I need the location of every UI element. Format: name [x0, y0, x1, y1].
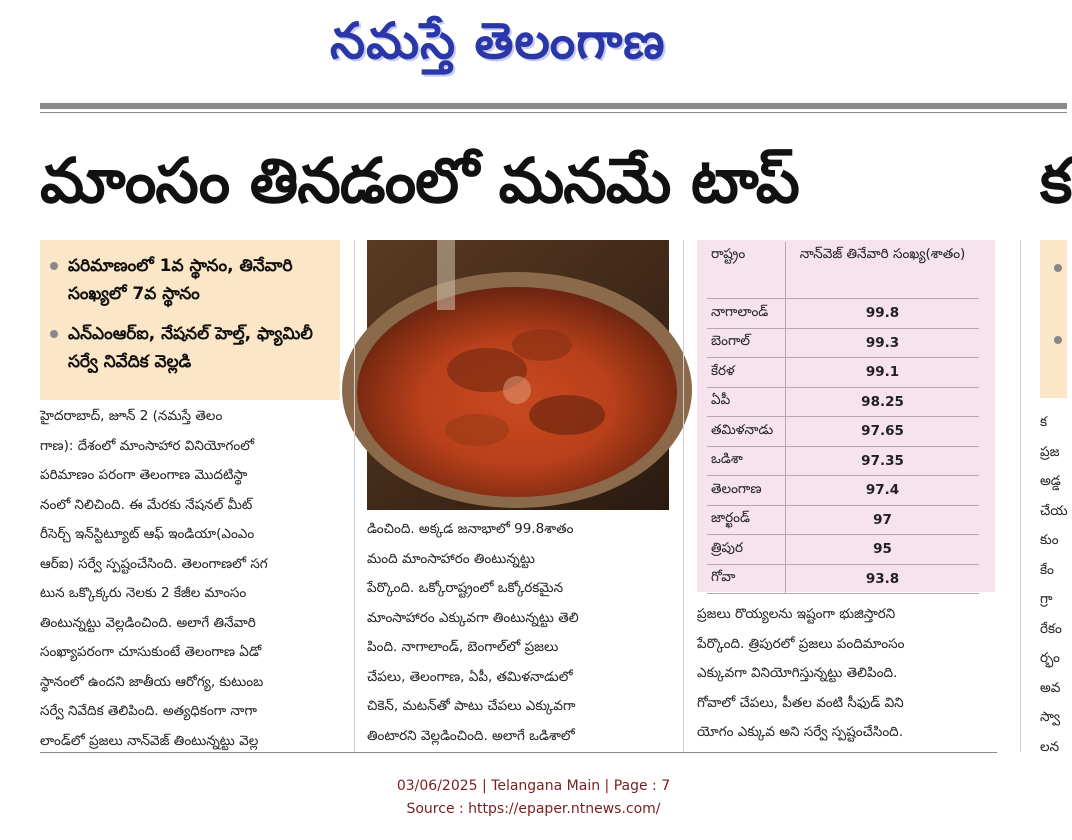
percent-cell: 99.8 [786, 299, 979, 329]
highlight-item: ఎన్‌ఎంఆర్‌ఐ, నేషనల్ హెల్త్, ఫ్యామిలీ సర్వే నివేదిక వెల్లడి [68, 324, 313, 372]
column-divider [1020, 240, 1021, 752]
article-fragment: ప్రజ [1040, 443, 1060, 460]
table-header-state: రాష్ట్రం [707, 242, 786, 299]
article-fragment: రేకం [1040, 620, 1062, 637]
statistics-table [707, 242, 979, 594]
article-line: ప్రజలు రొయ్యలను ఇష్టంగా భుజిస్తారని [697, 606, 896, 622]
highlight-item: పరిమాణంలో 1వ స్థానం, తినేవారి సంఖ్యలో 7వ స్థానం [68, 256, 293, 304]
table-header-row [707, 242, 979, 299]
bullet-icon [1054, 336, 1062, 344]
table-row [707, 505, 979, 535]
article-fragment: క [1040, 414, 1048, 430]
highlights-box [40, 240, 340, 400]
article-fragment: లన [1040, 738, 1060, 755]
article-line: గాణ): దేశంలో మాంసాహార వినియోగంలో [40, 437, 255, 454]
article-fragment: ర్భం [1040, 650, 1060, 666]
table-row [707, 446, 979, 476]
state-cell: నాగాలాండ్ [707, 299, 786, 329]
table-header-percent: నాన్‌వెజ్ తినేవారి సంఖ్య(శాతం) [786, 242, 979, 299]
table-row [707, 387, 979, 417]
bottom-rule [40, 752, 997, 753]
article-fragment: కుం [1040, 532, 1059, 548]
article-fragment: స్వా [1040, 709, 1061, 725]
article-column-3 [697, 600, 995, 752]
article-line: యోగం ఎక్కువ అని సర్వే స్పష్టంచేసింది. [697, 724, 903, 740]
article-line: సంఖ్యాపరంగా చూసుకుంటే తెలంగాణ ఏడో [40, 644, 262, 660]
percent-cell: 97 [786, 505, 979, 535]
article-line: తింటున్నట్టు వెల్లడించింది. అలాగే తినేవారి [40, 614, 256, 631]
bullet-icon [1054, 264, 1062, 272]
column-divider [354, 240, 355, 752]
table-row [707, 564, 979, 594]
food-photo [367, 240, 669, 510]
article-line: తింటారని వెల్లడించింది. అలాగే ఒడిశాలో [367, 727, 575, 744]
percent-cell: 97.35 [786, 446, 979, 476]
article-line: మంది మాంసాహారం తింటున్నట్టు [367, 550, 535, 567]
percent-cell: 95 [786, 535, 979, 565]
article-line: లాండ్‌లో ప్రజలు నాన్‌వెజ్ తింటున్నట్టు వెల్ల [40, 732, 259, 749]
column-divider [683, 240, 684, 752]
article-column-2 [367, 515, 669, 753]
article-fragment: అడ్డ [1040, 473, 1061, 489]
percent-cell: 99.3 [786, 328, 979, 358]
state-cell: కేరళ [707, 358, 786, 388]
state-cell: గోవా [707, 564, 786, 594]
article-line: హైదరాబాద్, జూన్ 2 (నమస్తే తెలం [40, 408, 223, 424]
article-line: ఆర్‌ఐ) సర్వే స్పష్టంచేసింది. తెలంగాణలో సగ [40, 555, 268, 572]
article-column-1 [40, 402, 340, 754]
percent-cell: 97.4 [786, 476, 979, 506]
article-line: రీసెర్చ్ ఇన్‌స్టిట్యూట్ ఆఫ్ ఇండియా(ఎంఎం [40, 526, 255, 542]
bullet-icon [50, 262, 58, 270]
article-line: ఎక్కువగా వినియోగిస్తున్నట్టు తెలిపింది. [697, 665, 898, 681]
article-line: పేర్కొంది. త్రిపురలో ప్రజలు పందిమాంసం [697, 635, 905, 652]
article-line: చేపలు, తెలంగాణ, ఏపీ, తమిళనాడులో [367, 668, 573, 685]
percent-cell: 99.1 [786, 358, 979, 388]
state-cell: జార్ఖండ్ [707, 505, 786, 535]
percent-cell: 93.8 [786, 564, 979, 594]
article-fragment: చేయ [1040, 502, 1068, 519]
footer-source-link[interactable]: Source : https://epaper.ntnews.com/ [406, 801, 661, 817]
article-fragment: గ్రా [1040, 591, 1053, 607]
article-line: పరిమాణం పరంగా తెలంగాణ మొదటిస్థా [40, 467, 248, 483]
table-row [707, 328, 979, 358]
article-fragment: అవ [1040, 679, 1061, 696]
state-cell: తమిళనాడు [707, 417, 786, 447]
state-cell: ఒడిశా [707, 446, 786, 476]
masthead-rule [40, 103, 1067, 109]
masthead-rule-thin [40, 112, 1067, 113]
headline: మాంసం తినడంలో మనమే టాప్ [40, 144, 799, 217]
article-line: సర్వే నివేదిక తెలిపింది. అత్యధికంగా నాగా [40, 703, 257, 719]
footer-date-page: 03/06/2025 | Telangana Main | Page : 7 [396, 778, 671, 794]
state-cell: త్రిపుర [707, 535, 786, 565]
article-line: గోవాలో చేపలు, పీతల వంటి సీఫుడ్ విని [697, 694, 904, 711]
article-line: స్థానంలో ఉందని జాతీయ ఆరోగ్య, కుటుంబ [40, 673, 264, 690]
percent-cell: 98.25 [786, 387, 979, 417]
article-line: పేర్కొంది. ఒక్కోరాష్ట్రంలో ఒక్కోరకమైన [367, 580, 564, 596]
state-cell: ఏపీ [707, 387, 786, 417]
article-fragment: కేం [1040, 561, 1054, 578]
masthead-logo: నమస్తే తెలంగాణ [330, 12, 666, 70]
adjacent-article-column [1040, 408, 1067, 760]
statistics-table-box [697, 240, 995, 592]
table-row [707, 476, 979, 506]
percent-cell: 97.65 [786, 417, 979, 447]
table-row [707, 358, 979, 388]
state-cell: తెలంగాణ [707, 476, 786, 506]
article-line: చికెన్, మటన్‌తో పాటు చేపలు ఎక్కువగా [367, 698, 576, 714]
table-row [707, 299, 979, 329]
article-line: పింది. నాగాలాండ్, బెంగాల్‌లో ప్రజలు [367, 639, 559, 655]
table-row [707, 417, 979, 447]
adjacent-headline-fragment: క [1040, 144, 1072, 217]
state-cell: బెంగాల్ [707, 328, 786, 358]
article-line: మాంసాహారం ఎక్కువగా తింటున్నట్టు తెలి [367, 609, 579, 626]
adjacent-highlights-box [1040, 240, 1067, 398]
bullet-icon [50, 330, 58, 338]
article-line: డించింది. అక్కడ జనాభాలో 99.8శాతం [367, 521, 574, 537]
table-row [707, 535, 979, 565]
article-line: నంలో నిలిచింది. ఈ మేరకు నేషనల్ మీట్ [40, 496, 253, 513]
article-line: టున ఒక్కొక్కరు నెలకు 2 కేజీల మాంసం [40, 585, 247, 601]
